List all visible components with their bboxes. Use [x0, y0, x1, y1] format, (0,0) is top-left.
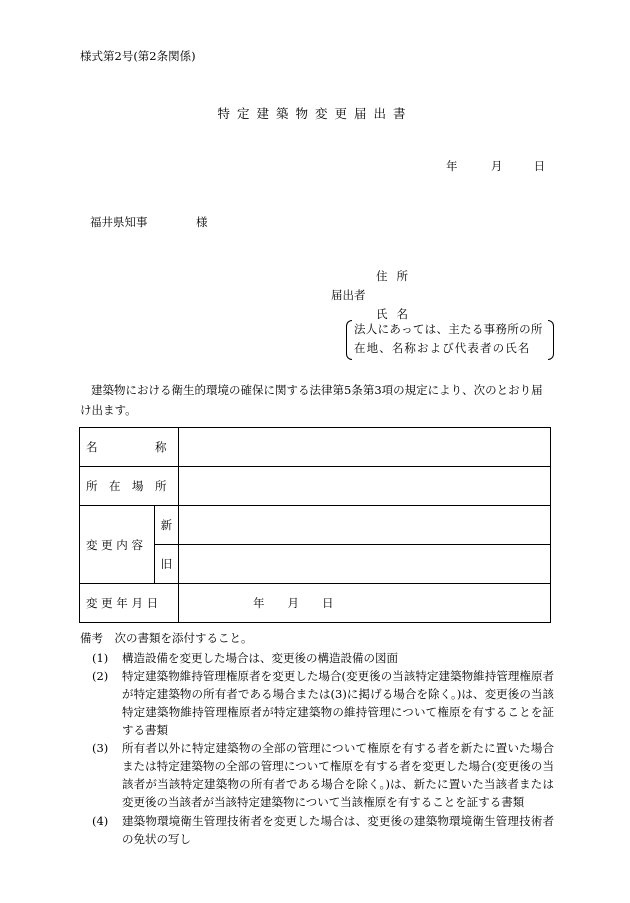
location-label-text: 所 在 場 所	[86, 479, 167, 493]
table-row	[80, 506, 551, 545]
remarks-item-number: (2)	[92, 669, 109, 683]
location-input-cell[interactable]	[179, 467, 551, 506]
remarks-item-text: 所有者以外に特定建築物の全部の管理について権原を有する者を新たに置いた場合または特定建築物の全部の管理について権原を有する者を変更した場合(変更後の当該者が当該特定建築物の所有者である場合を除く。)は、新たに置いた当該者または変更後の当該者が当該特定建築物について当該権原を有することを証する書類	[122, 741, 554, 809]
remarks-item-text: 特定建築物維持管理権原者を変更した場合(変更後の当該特定建築物維持管理権原者が特定建築物の所有者である場合または(3)に掲げる場合を除く。)は、変更後の当該特定建築物維持管理権原者が特定建築物の維持管理について権原を有することを証する書類	[122, 669, 554, 737]
form-number: 様式第2号(第2条関係)	[80, 49, 196, 63]
left-bracket	[346, 320, 352, 360]
location-cell-label	[80, 467, 179, 506]
name-input-cell[interactable]	[179, 428, 551, 467]
date-year-label: 年	[446, 159, 458, 173]
table-row	[80, 584, 551, 623]
new-content-input-cell[interactable]	[179, 506, 551, 545]
old-content-input-cell[interactable]	[179, 545, 551, 584]
old-label-cell	[154, 545, 178, 584]
date-day-label: 日	[533, 159, 546, 173]
table-row	[80, 428, 551, 467]
change-date-label-text: 変 更 年 月 日	[86, 596, 159, 610]
new-label-text: 新	[160, 518, 173, 532]
remarks-item-number: (3)	[92, 741, 109, 755]
change-date-value: 年 月 日	[253, 596, 334, 610]
name-label: 氏名	[376, 307, 417, 321]
change-date-label-cell	[80, 584, 179, 623]
addressee-name: 福井県知事	[90, 215, 148, 229]
remarks-item-number: (1)	[92, 651, 109, 665]
corporate-note	[346, 320, 554, 360]
address-label: 住所	[376, 269, 417, 283]
remarks-heading: 備考 次の書類を添付すること。	[80, 631, 253, 645]
name-cell-label	[80, 428, 179, 467]
corporate-note-line-1: 法人にあっては、主たる事務所の所	[354, 322, 543, 336]
body-text: 建築物における衛生的環境の確保に関する法律第5条第3項の規定により、次のとおり届け出ます。	[80, 383, 543, 417]
table-row	[80, 467, 551, 506]
new-label-cell	[154, 506, 178, 545]
date-month-label: 月	[490, 159, 503, 173]
change-content-label-text: 変 更 内 容	[86, 537, 143, 552]
form-table	[79, 427, 551, 623]
name-label-text: 名 称	[86, 440, 167, 454]
old-label-text: 旧	[160, 557, 173, 571]
corporate-note-line-2: 在地、名称および代表者の氏名	[354, 341, 531, 355]
submission-date	[446, 158, 545, 174]
remarks-item-number: (4)	[92, 814, 109, 828]
notifier-label: 届出者	[331, 288, 366, 302]
addressee-honorific: 様	[196, 215, 208, 229]
change-content-label-cell	[80, 506, 155, 584]
change-date-input-cell[interactable]	[179, 584, 551, 623]
document-title: 特定建築物変更届出書	[217, 106, 413, 121]
remarks-item-text: 構造設備を変更した場合は、変更後の構造設備の図面	[122, 651, 398, 665]
remarks-item-text: 建築物環境衛生管理技術者を変更した場合は、変更後の建築物環境衛生管理技術者の免状の写し	[122, 814, 554, 846]
right-bracket	[548, 320, 554, 360]
